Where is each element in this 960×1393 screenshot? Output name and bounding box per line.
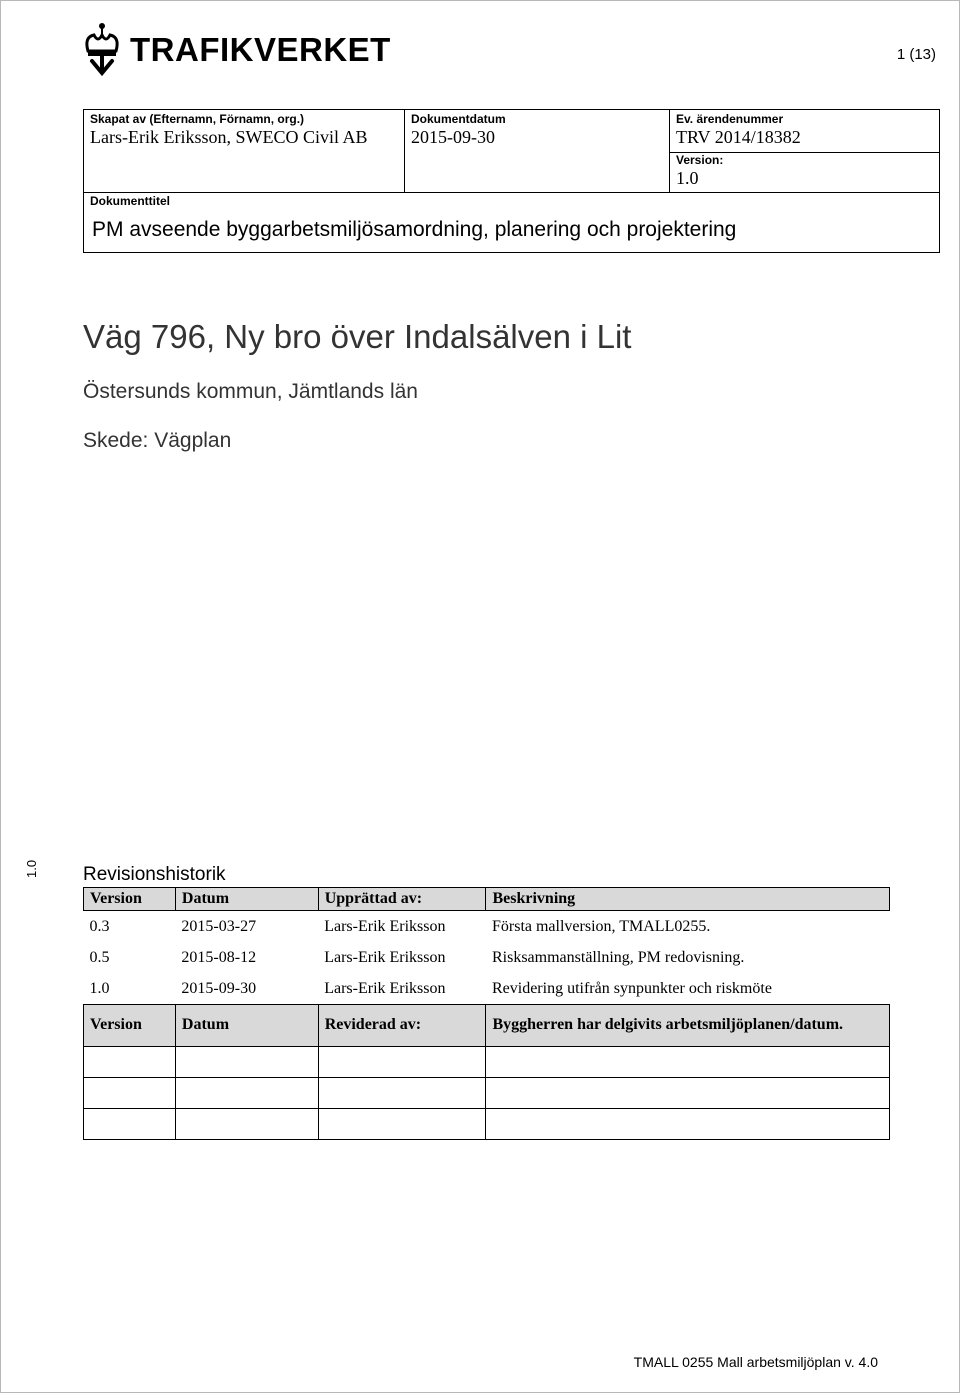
- revision-header-row: [84, 888, 890, 911]
- table-row: [84, 942, 890, 973]
- doc-title-value: PM avseende byggarbetsmiljösamordning, planering och projektering: [92, 218, 737, 241]
- table-row: [84, 973, 890, 1005]
- crown-icon: [80, 21, 124, 77]
- trafikverket-logo: [80, 20, 391, 78]
- version-label: Version:: [676, 153, 724, 167]
- document-meta-box: [83, 109, 940, 253]
- cell-description: Första mallversion, TMALL0255.: [491, 917, 711, 935]
- side-version-label: 1.0: [24, 859, 39, 878]
- created-by-value: Lars-Erik Eriksson, SWECO Civil AB: [90, 127, 368, 147]
- cell-date: 2015-03-27: [181, 917, 257, 935]
- case-number-value: TRV 2014/18382: [676, 127, 801, 147]
- table-row-empty: [84, 1047, 890, 1078]
- template-footer: TMALL 0255 Mall arbetsmiljöplan v. 4.0: [633, 1354, 878, 1370]
- doc-date-label: Dokumentdatum: [411, 112, 506, 126]
- header-author: Upprättad av:: [318, 888, 486, 911]
- cell-author: Lars-Erik Eriksson: [324, 917, 446, 935]
- page-number: 1 (13): [896, 46, 936, 63]
- cell-description: Revidering utifrån synpunkter och riskmöte: [491, 979, 772, 997]
- revision-heading: Revisionshistorik: [83, 864, 226, 885]
- review-header-reviewer: Reviderad av:: [318, 1005, 486, 1047]
- review-header-date: Datum: [175, 1005, 318, 1047]
- cell-date: 2015-09-30: [181, 979, 257, 997]
- header-date: Datum: [175, 888, 318, 911]
- cell-version: 0.5: [89, 948, 110, 966]
- cell-version: 0.3: [89, 917, 110, 935]
- logo-wordmark: TRAFIKVERKET: [130, 30, 391, 68]
- header-version: Version: [84, 888, 176, 911]
- review-header-version: Version: [84, 1005, 176, 1047]
- municipality-subtitle: Östersunds kommun, Jämtlands län: [83, 380, 418, 403]
- main-title: Väg 796, Ny bro över Indalsälven i Lit: [83, 318, 632, 355]
- doc-date-value: 2015-09-30: [411, 127, 495, 147]
- cell-date: 2015-08-12: [181, 948, 257, 966]
- table-row: [84, 911, 890, 943]
- created-by-label: Skapat av (Efternamn, Förnamn, org.): [90, 112, 305, 126]
- cell-author: Lars-Erik Eriksson: [324, 948, 446, 966]
- table-row-empty: [84, 1078, 890, 1109]
- cell-description: Risksammanställning, PM redovisning.: [491, 948, 745, 966]
- cell-author: Lars-Erik Eriksson: [324, 979, 446, 997]
- case-number-label: Ev. ärendenummer: [676, 112, 784, 126]
- version-value: 1.0: [676, 168, 699, 188]
- review-header-notified: Byggherren har delgivits arbetsmiljöplanen/datum.: [486, 1005, 890, 1047]
- revision-table: [83, 887, 890, 1140]
- table-row-empty: [84, 1109, 890, 1140]
- header-description: Beskrivning: [486, 888, 890, 911]
- cell-version: 1.0: [89, 979, 110, 997]
- stage-subtitle: Skede: Vägplan: [83, 429, 232, 452]
- doc-title-label: Dokumenttitel: [90, 194, 171, 208]
- review-header-row: [84, 1005, 890, 1047]
